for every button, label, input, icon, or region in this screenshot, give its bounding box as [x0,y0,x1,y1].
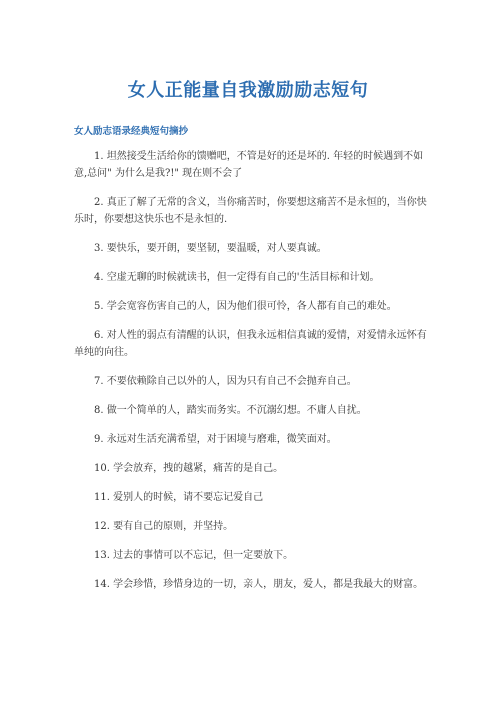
quote-list [74,148,430,605]
page-title: 女人正能量自我激励励志短句 [127,80,369,101]
section-heading: 女人励志语录经典短句摘抄 [74,126,189,137]
quote-item-8: 8. 做一个简单的人，踏实而务实。不沉溺幻想。不庸人自扰。 [94,405,367,416]
quote-item-6: 6. 对人性的弱点有清醒的认识，但我永远相信真诚的爱情，对爱情永远怀有单纯的向往。 [74,330,427,358]
quote-item-5: 5. 学会宽容伤害自己的人，因为他们很可怜，各人都有自己的难处。 [94,301,397,312]
quote-item-11: 11. 爱别人的时候，请不要忘记爱自己 [94,492,264,503]
quote-item-10: 10. 学会放弃，拽的越紧，痛苦的是自己。 [94,463,284,474]
quote-item-12: 12. 要有自己的原则，并坚持。 [94,521,234,532]
quote-item-4: 4. 空虚无聊的时候就读书，但一定得有自己的'生活目标和计划。 [94,272,380,283]
quote-item-9: 9. 永远对生活充满希望，对于困境与磨难，微笑面对。 [94,434,337,445]
quote-item-13: 13. 过去的事情可以不忘记，但一定要放下。 [94,550,294,561]
quote-item-1: 1. 坦然接受生活给你的馈赠吧，不管是好的还是坏的. 年轻的时候遇到不如意,总问" 为什么是我?!" 现在则不会了 [74,151,424,179]
quote-item-7: 7. 不要依赖除自己以外的人，因为只有自己不会抛弃自己。 [94,376,357,387]
quote-item-2: 2. 真正了解了无常的含义，当你痛苦时，你要想这痛苦不是永恒的，当你快乐时，你要想这快乐也不是永恒的. [74,197,427,225]
quote-item-3: 3. 要快乐，要开朗，要坚韧，要温暖，对人要真诚。 [94,243,327,254]
quote-item-14: 14. 学会珍惜，珍惜身边的一切，亲人，朋友，爱人，都是我最大的财富。 [94,579,424,590]
